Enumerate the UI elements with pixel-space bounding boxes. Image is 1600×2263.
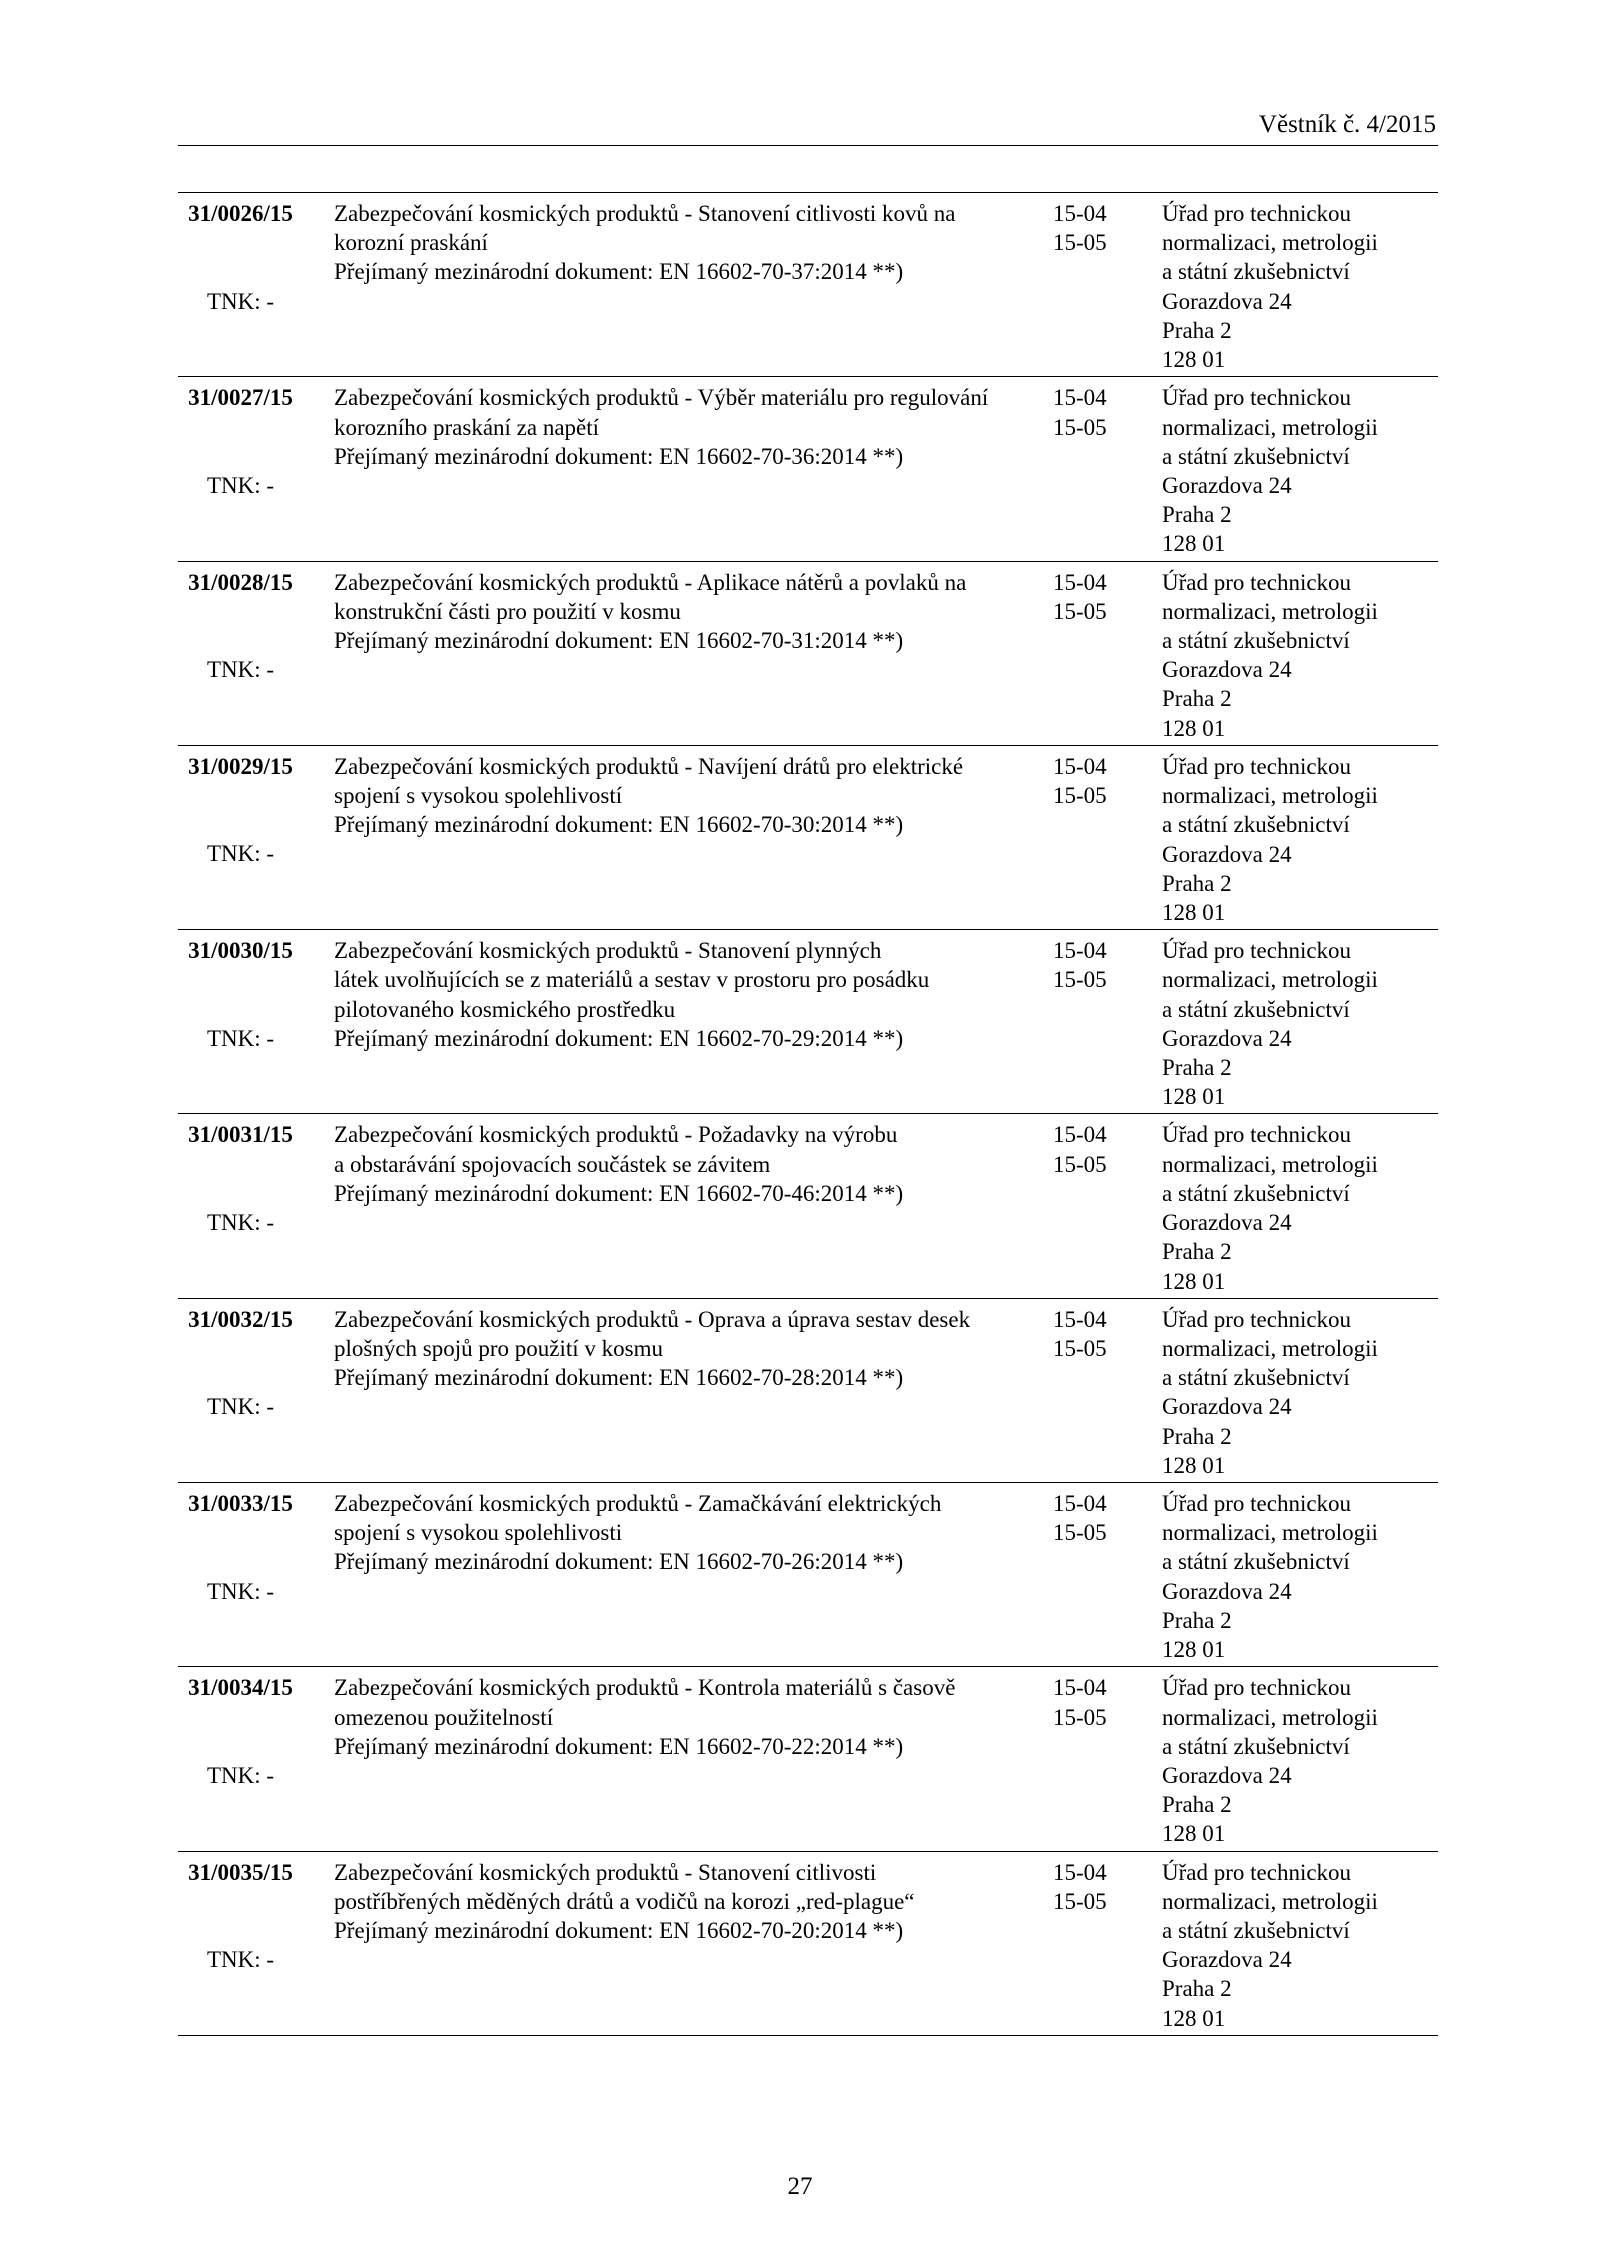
code-value: 15-05 <box>1053 1520 1107 1546</box>
entry-tnk: TNK: - <box>206 1394 275 1420</box>
description-line: Zabezpečování kosmických produktů - Aplikace nátěrů a povlaků na <box>334 569 967 595</box>
address-line: Praha 2 <box>1162 1976 1232 2002</box>
address-line: a státní zkušebnictví <box>1162 1918 1350 1944</box>
address-line: 128 01 <box>1162 1084 1226 1110</box>
description-line: Zabezpečování kosmických produktů - Oprava a úprava sestav desek <box>334 1306 971 1332</box>
description-line: Přejímaný mezinárodní dokument: EN 16602-70-28:2014 **) <box>334 1365 904 1391</box>
description-line: látek uvolňujících se z materiálů a sestav v prostoru pro posádku <box>334 967 930 993</box>
address-line: normalizaci, metrologii <box>1162 1335 1378 1361</box>
entry-codes <box>1053 568 1133 626</box>
entry-number: 31/0035/15 <box>188 1859 293 1885</box>
address-line: Gorazdova 24 <box>1162 288 1292 314</box>
description-line: korozního praskání za napětí <box>334 414 600 440</box>
code-value: 15-04 <box>1053 938 1107 964</box>
entry-id-cell <box>178 1489 303 1604</box>
standards-table <box>178 192 1438 2036</box>
entry-address <box>1162 1305 1438 1480</box>
entry-tnk: TNK: - <box>206 1025 275 1051</box>
entry-tnk: TNK: - <box>206 472 275 498</box>
entry-tnk: TNK: - <box>206 657 275 683</box>
address-line: 128 01 <box>1162 2005 1226 2031</box>
code-value: 15-05 <box>1053 967 1107 993</box>
entry-description <box>334 383 1050 471</box>
address-line: Úřad pro technickou <box>1162 1306 1352 1332</box>
entry-codes <box>1053 1489 1133 1547</box>
address-line: 128 01 <box>1162 1268 1226 1294</box>
description-line: Zabezpečování kosmických produktů - Požadavky na výrobu <box>334 1122 898 1148</box>
address-line: normalizaci, metrologii <box>1162 230 1378 256</box>
entry-number: 31/0026/15 <box>188 201 293 226</box>
entry-id-cell <box>178 1120 303 1236</box>
address-line: Úřad pro technickou <box>1162 569 1352 595</box>
address-line: normalizaci, metrologii <box>1162 1888 1378 1914</box>
description-line: Zabezpečování kosmických produktů - Kontrola materiálů s časově <box>334 1675 956 1701</box>
code-value: 15-05 <box>1053 414 1107 440</box>
entry-number: 31/0028/15 <box>188 569 293 595</box>
address-line: normalizaci, metrologii <box>1162 1520 1378 1546</box>
address-line: Úřad pro technickou <box>1162 938 1352 964</box>
entry-number: 31/0033/15 <box>188 1491 293 1517</box>
entry-address <box>1162 568 1438 743</box>
description-line: Přejímaný mezinárodní dokument: EN 16602-70-22:2014 **) <box>334 1733 904 1759</box>
description-line: pilotovaného kosmického prostředku <box>334 996 676 1022</box>
code-value: 15-04 <box>1053 1859 1107 1885</box>
page-number: 27 <box>787 2173 813 2200</box>
code-value: 15-05 <box>1053 1335 1107 1361</box>
address-line: Gorazdova 24 <box>1162 1025 1292 1051</box>
address-line: 128 01 <box>1162 715 1226 741</box>
table-row <box>178 193 1438 377</box>
entry-id-cell <box>178 568 303 683</box>
address-line: normalizaci, metrologii <box>1162 414 1378 440</box>
entry-description <box>334 1858 1050 1946</box>
description-line: Přejímaný mezinárodní dokument: EN 16602-70-29:2014 **) <box>334 1025 904 1051</box>
entry-codes <box>1053 1120 1133 1178</box>
address-line: normalizaci, metrologii <box>1162 1704 1378 1730</box>
description-line: Zabezpečování kosmických produktů - Stanovení citlivosti <box>334 1859 877 1885</box>
entry-description <box>334 1120 1050 1208</box>
address-line: Praha 2 <box>1162 502 1232 528</box>
entry-description <box>334 1673 1050 1761</box>
entry-codes <box>1053 936 1133 994</box>
entry-address <box>1162 383 1438 558</box>
address-line: a státní zkušebnictví <box>1162 259 1350 285</box>
publication-title: Věstník č. 4/2015 <box>1258 111 1436 138</box>
code-value: 15-04 <box>1053 201 1107 226</box>
address-line: 128 01 <box>1162 531 1226 557</box>
entry-description <box>334 1305 1050 1393</box>
entry-address <box>1162 1489 1438 1664</box>
entry-tnk: TNK: - <box>206 1578 275 1604</box>
description-line: Přejímaný mezinárodní dokument: EN 16602-70-46:2014 **) <box>334 1180 904 1206</box>
description-line: korozní praskání <box>334 230 488 256</box>
entry-address <box>1162 1858 1438 2033</box>
entry-description <box>334 199 1050 287</box>
entry-id-cell <box>178 1673 303 1788</box>
entry-number: 31/0032/15 <box>188 1306 293 1332</box>
address-line: Gorazdova 24 <box>1162 1578 1292 1604</box>
entry-codes <box>1053 383 1133 441</box>
address-line: Gorazdova 24 <box>1162 1762 1292 1788</box>
entry-id-cell <box>178 936 303 1051</box>
address-line: a státní zkušebnictví <box>1162 1365 1350 1391</box>
address-line: 128 01 <box>1162 1637 1226 1663</box>
description-line: a obstarávání spojovacích součástek se závitem <box>334 1151 771 1177</box>
entry-number: 31/0029/15 <box>188 753 293 779</box>
address-line: Úřad pro technickou <box>1162 201 1352 226</box>
description-line: omezenou použitelností <box>334 1704 554 1730</box>
description-line: spojení s vysokou spolehlivosti <box>334 1520 623 1546</box>
description-line: Přejímaný mezinárodní dokument: EN 16602-70-31:2014 **) <box>334 628 904 653</box>
table-row <box>178 1483 1438 1667</box>
entry-id-cell <box>178 1305 303 1420</box>
address-line: 128 01 <box>1162 1452 1226 1478</box>
entry-id-cell <box>178 1858 303 1973</box>
code-value: 15-04 <box>1053 753 1107 779</box>
address-line: Gorazdova 24 <box>1162 1210 1292 1236</box>
description-line: Zabezpečování kosmických produktů - Zamačkávání elektrických <box>334 1491 942 1517</box>
entry-codes <box>1053 1858 1133 1916</box>
address-line: Praha 2 <box>1162 1423 1232 1449</box>
address-line: 128 01 <box>1162 1821 1226 1847</box>
entry-tnk: TNK: - <box>206 1947 275 1973</box>
address-line: Gorazdova 24 <box>1162 841 1292 867</box>
address-line: Úřad pro technickou <box>1162 1491 1352 1517</box>
address-line: normalizaci, metrologii <box>1162 967 1378 993</box>
entry-number: 31/0030/15 <box>188 938 293 964</box>
table-row <box>178 746 1438 930</box>
entry-codes <box>1053 199 1133 257</box>
description-line: postříbřených měděných drátů a vodičů na korozi „red-plague“ <box>334 1888 915 1914</box>
address-line: Úřad pro technickou <box>1162 1675 1352 1701</box>
address-line: 128 01 <box>1162 899 1226 925</box>
description-line: Přejímaný mezinárodní dokument: EN 16602-70-30:2014 **) <box>334 812 904 838</box>
address-line: Praha 2 <box>1162 686 1232 712</box>
code-value: 15-05 <box>1053 783 1107 809</box>
address-line: a státní zkušebnictví <box>1162 443 1350 469</box>
address-line: Úřad pro technickou <box>1162 753 1352 779</box>
entry-address <box>1162 752 1438 927</box>
entry-description <box>334 936 1050 1053</box>
entry-id-cell <box>178 383 303 498</box>
address-line: a státní zkušebnictví <box>1162 812 1350 838</box>
address-line: a státní zkušebnictví <box>1162 1733 1350 1759</box>
address-line: Gorazdova 24 <box>1162 1394 1292 1420</box>
code-value: 15-05 <box>1053 1888 1107 1914</box>
description-line: Zabezpečování kosmických produktů - Výběr materiálu pro regulování <box>334 385 989 411</box>
entry-address <box>1162 1673 1438 1848</box>
entry-description <box>334 752 1050 840</box>
entry-address <box>1162 936 1438 1111</box>
address-line: Gorazdova 24 <box>1162 657 1292 683</box>
code-value: 15-04 <box>1053 1491 1107 1517</box>
address-line: Praha 2 <box>1162 1607 1232 1633</box>
description-line: Přejímaný mezinárodní dokument: EN 16602-70-36:2014 **) <box>334 443 904 469</box>
code-value: 15-05 <box>1053 1151 1107 1177</box>
entry-description <box>334 1489 1050 1577</box>
description-line: spojení s vysokou spolehlivostí <box>334 783 623 809</box>
description-line: Zabezpečování kosmických produktů - Stanovení plynných <box>334 938 882 964</box>
code-value: 15-04 <box>1053 569 1107 595</box>
address-line: normalizaci, metrologii <box>1162 598 1378 624</box>
code-value: 15-04 <box>1053 1675 1107 1701</box>
address-line: a státní zkušebnictví <box>1162 1549 1350 1575</box>
entry-address <box>1162 1120 1438 1295</box>
address-line: Praha 2 <box>1162 870 1232 896</box>
page-header <box>178 110 1438 146</box>
description-line: Přejímaný mezinárodní dokument: EN 16602-70-20:2014 **) <box>334 1918 904 1944</box>
address-line: Gorazdova 24 <box>1162 1947 1292 1973</box>
code-value: 15-04 <box>1053 385 1107 411</box>
entry-tnk: TNK: - <box>206 1762 275 1788</box>
address-line: a státní zkušebnictví <box>1162 1180 1350 1206</box>
table-row <box>178 1852 1438 2036</box>
entry-codes <box>1053 1673 1133 1731</box>
entry-tnk: TNK: - <box>206 288 275 314</box>
table-row <box>178 1299 1438 1483</box>
address-line: a státní zkušebnictví <box>1162 996 1350 1022</box>
description-line: Zabezpečování kosmických produktů - Stanovení citlivosti kovů na <box>334 201 956 226</box>
entry-number: 31/0034/15 <box>188 1675 293 1701</box>
address-line: Praha 2 <box>1162 317 1232 343</box>
code-value: 15-04 <box>1053 1122 1107 1148</box>
description-line: plošných spojů pro použití v kosmu <box>334 1335 664 1361</box>
address-line: a státní zkušebnictví <box>1162 628 1350 653</box>
entry-tnk: TNK: - <box>206 1210 275 1236</box>
description-line: Zabezpečování kosmických produktů - Navíjení drátů pro elektrické <box>334 753 964 779</box>
description-line: Přejímaný mezinárodní dokument: EN 16602-70-37:2014 **) <box>334 259 904 285</box>
table-row <box>178 562 1438 746</box>
address-line: Praha 2 <box>1162 1239 1232 1265</box>
entry-number: 31/0031/15 <box>188 1122 293 1148</box>
code-value: 15-04 <box>1053 1306 1107 1332</box>
entry-codes <box>1053 752 1133 810</box>
code-value: 15-05 <box>1053 230 1107 256</box>
address-line: 128 01 <box>1162 347 1226 373</box>
address-line: Praha 2 <box>1162 1792 1232 1818</box>
code-value: 15-05 <box>1053 598 1107 624</box>
address-line: Gorazdova 24 <box>1162 472 1292 498</box>
address-line: normalizaci, metrologii <box>1162 1151 1378 1177</box>
table-row <box>178 1667 1438 1851</box>
address-line: Úřad pro technickou <box>1162 1122 1352 1148</box>
table-row <box>178 930 1438 1114</box>
entry-description <box>334 568 1050 656</box>
entry-codes <box>1053 1305 1133 1363</box>
entry-number: 31/0027/15 <box>188 385 293 411</box>
table-row <box>178 1114 1438 1298</box>
description-line: konstrukční části pro použití v kosmu <box>334 598 681 624</box>
description-line: Přejímaný mezinárodní dokument: EN 16602-70-26:2014 **) <box>334 1549 904 1575</box>
entry-tnk: TNK: - <box>206 841 275 867</box>
entry-id-cell <box>178 752 303 867</box>
address-line: Praha 2 <box>1162 1055 1232 1080</box>
code-value: 15-05 <box>1053 1704 1107 1730</box>
entry-address <box>1162 199 1438 374</box>
table-row <box>178 377 1438 561</box>
entry-id-cell <box>178 199 303 314</box>
address-line: Úřad pro technickou <box>1162 385 1352 411</box>
address-line: Úřad pro technickou <box>1162 1859 1352 1885</box>
address-line: normalizaci, metrologii <box>1162 783 1378 809</box>
